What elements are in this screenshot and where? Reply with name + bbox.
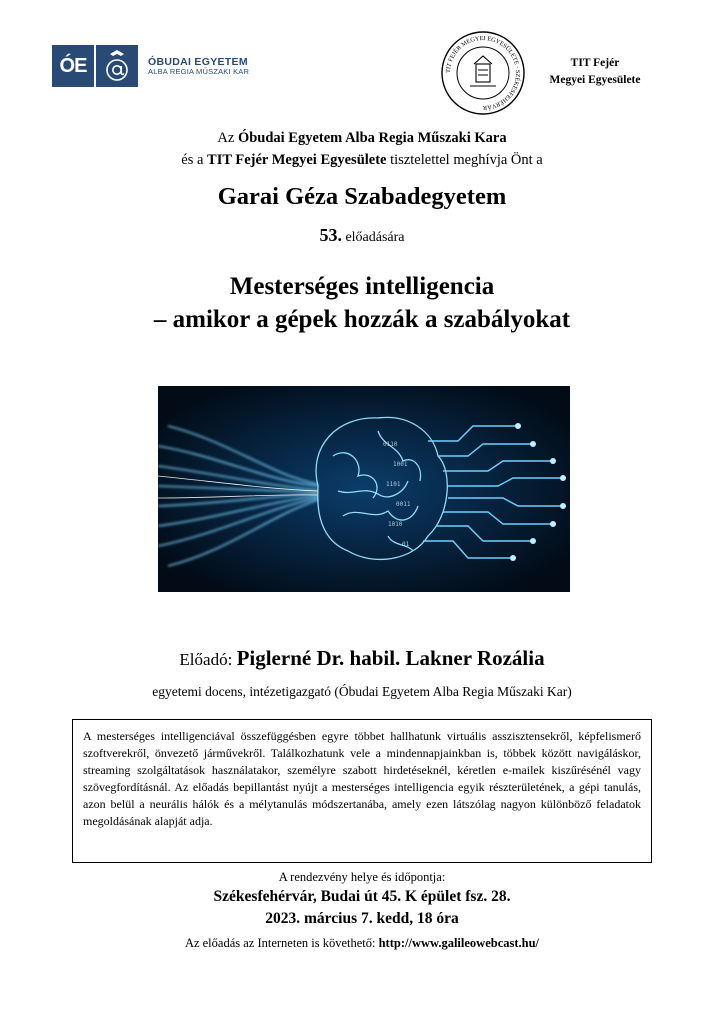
speaker-line bbox=[0, 646, 724, 671]
intro-prefix: Az bbox=[217, 130, 238, 146]
faculty-name: ALBA REGIA MŰSZAKI KAR bbox=[148, 66, 250, 76]
svg-text:0011: 0011 bbox=[396, 501, 411, 508]
lecture-suffix: előadására bbox=[341, 230, 405, 245]
topic-line-1: Mesterséges intelligencia bbox=[229, 273, 495, 300]
svg-text:1101: 1101 bbox=[386, 481, 401, 488]
venue-label: A rendezvény helye és időpontja: bbox=[278, 870, 446, 884]
host-faculty: Óbudai Egyetem Alba Regia Műszaki Kara bbox=[237, 130, 507, 146]
svg-text:1001: 1001 bbox=[393, 461, 408, 468]
university-wordmark bbox=[148, 56, 249, 77]
venue-address: Székesfehérvár, Budai út 45. K épület fsz. 28. bbox=[213, 888, 511, 905]
crest-at-icon bbox=[96, 45, 138, 87]
svg-text:1010: 1010 bbox=[388, 521, 403, 528]
university-name: ÓBUDAI EGYETEM bbox=[148, 55, 248, 68]
lecture-number: 53. bbox=[319, 225, 342, 245]
intro-connector: és a bbox=[181, 152, 208, 168]
svg-text:0110: 0110 bbox=[383, 441, 398, 448]
intro-line-1 bbox=[0, 127, 724, 149]
series-title: Garai Géza Szabadegyetem bbox=[217, 183, 507, 210]
lecture-number-line bbox=[0, 225, 724, 246]
stream-line bbox=[0, 936, 724, 951]
intro-invite: tisztelettel meghívja Önt a bbox=[386, 152, 543, 168]
topic-line-2: – amikor a gépek hozzák a szabályokat bbox=[153, 306, 571, 333]
oe-mark: ÓE bbox=[52, 45, 94, 87]
tit-name bbox=[540, 55, 650, 88]
tit-name-line1: TIT Fejér bbox=[570, 57, 620, 69]
svg-text:01: 01 bbox=[402, 541, 410, 548]
ai-brain-circuit-image bbox=[158, 386, 570, 592]
lecture-topic bbox=[0, 270, 724, 336]
lecture-abstract: A mesterséges intelligenciával összefüggésben egyre többet hallhatunk virtuális asszisztensekről, képfelismerő szoftverekről, önvezető járművekről. Találkozhatunk vele a mindennapjainkban is, többek között navigáláskor, streaming szolgáltatások használatakor, személyre szabott hirdetéseknél, kéretlen e-mailek kiszűrésénél vagy szövegfordításnál. Az előadás bepillantást nyújt a mesterséges intelligencia egyik részterületének, a gépi tanulás, azon belül a neurális hálók és a mélytanulás módszertanába, amely ezen látszólag nagyon különböző feladatok megoldásának alapját adja. bbox=[72, 719, 652, 863]
stream-text: Az előadás az Interneten is követhető: bbox=[184, 936, 379, 950]
speaker-label: Előadó: bbox=[179, 650, 237, 669]
invitation-intro bbox=[0, 127, 724, 171]
obudai-egyetem-logo bbox=[52, 45, 249, 87]
speaker-name: Piglerné Dr. habil. Lakner Rozália bbox=[236, 646, 545, 670]
intro-line-2 bbox=[0, 149, 724, 171]
tit-seal-icon bbox=[440, 30, 526, 116]
host-association: TIT Fejér Megyei Egyesülete bbox=[207, 152, 387, 168]
seal-text: TIT FEJÉR MEGYEI EGYESÜLETE · SZÉKESFEHÉRVÁR bbox=[444, 34, 522, 112]
event-datetime: 2023. március 7. kedd, 18 óra bbox=[265, 910, 459, 927]
tit-name-line2: Megyei Egyesülete bbox=[549, 73, 641, 86]
speaker-role: egyetemi docens, intézetigazgató (Óbudai Egyetem Alba Regia Műszaki Kar) bbox=[152, 684, 572, 699]
stream-link[interactable]: http://www.galileowebcast.hu/ bbox=[378, 936, 540, 950]
